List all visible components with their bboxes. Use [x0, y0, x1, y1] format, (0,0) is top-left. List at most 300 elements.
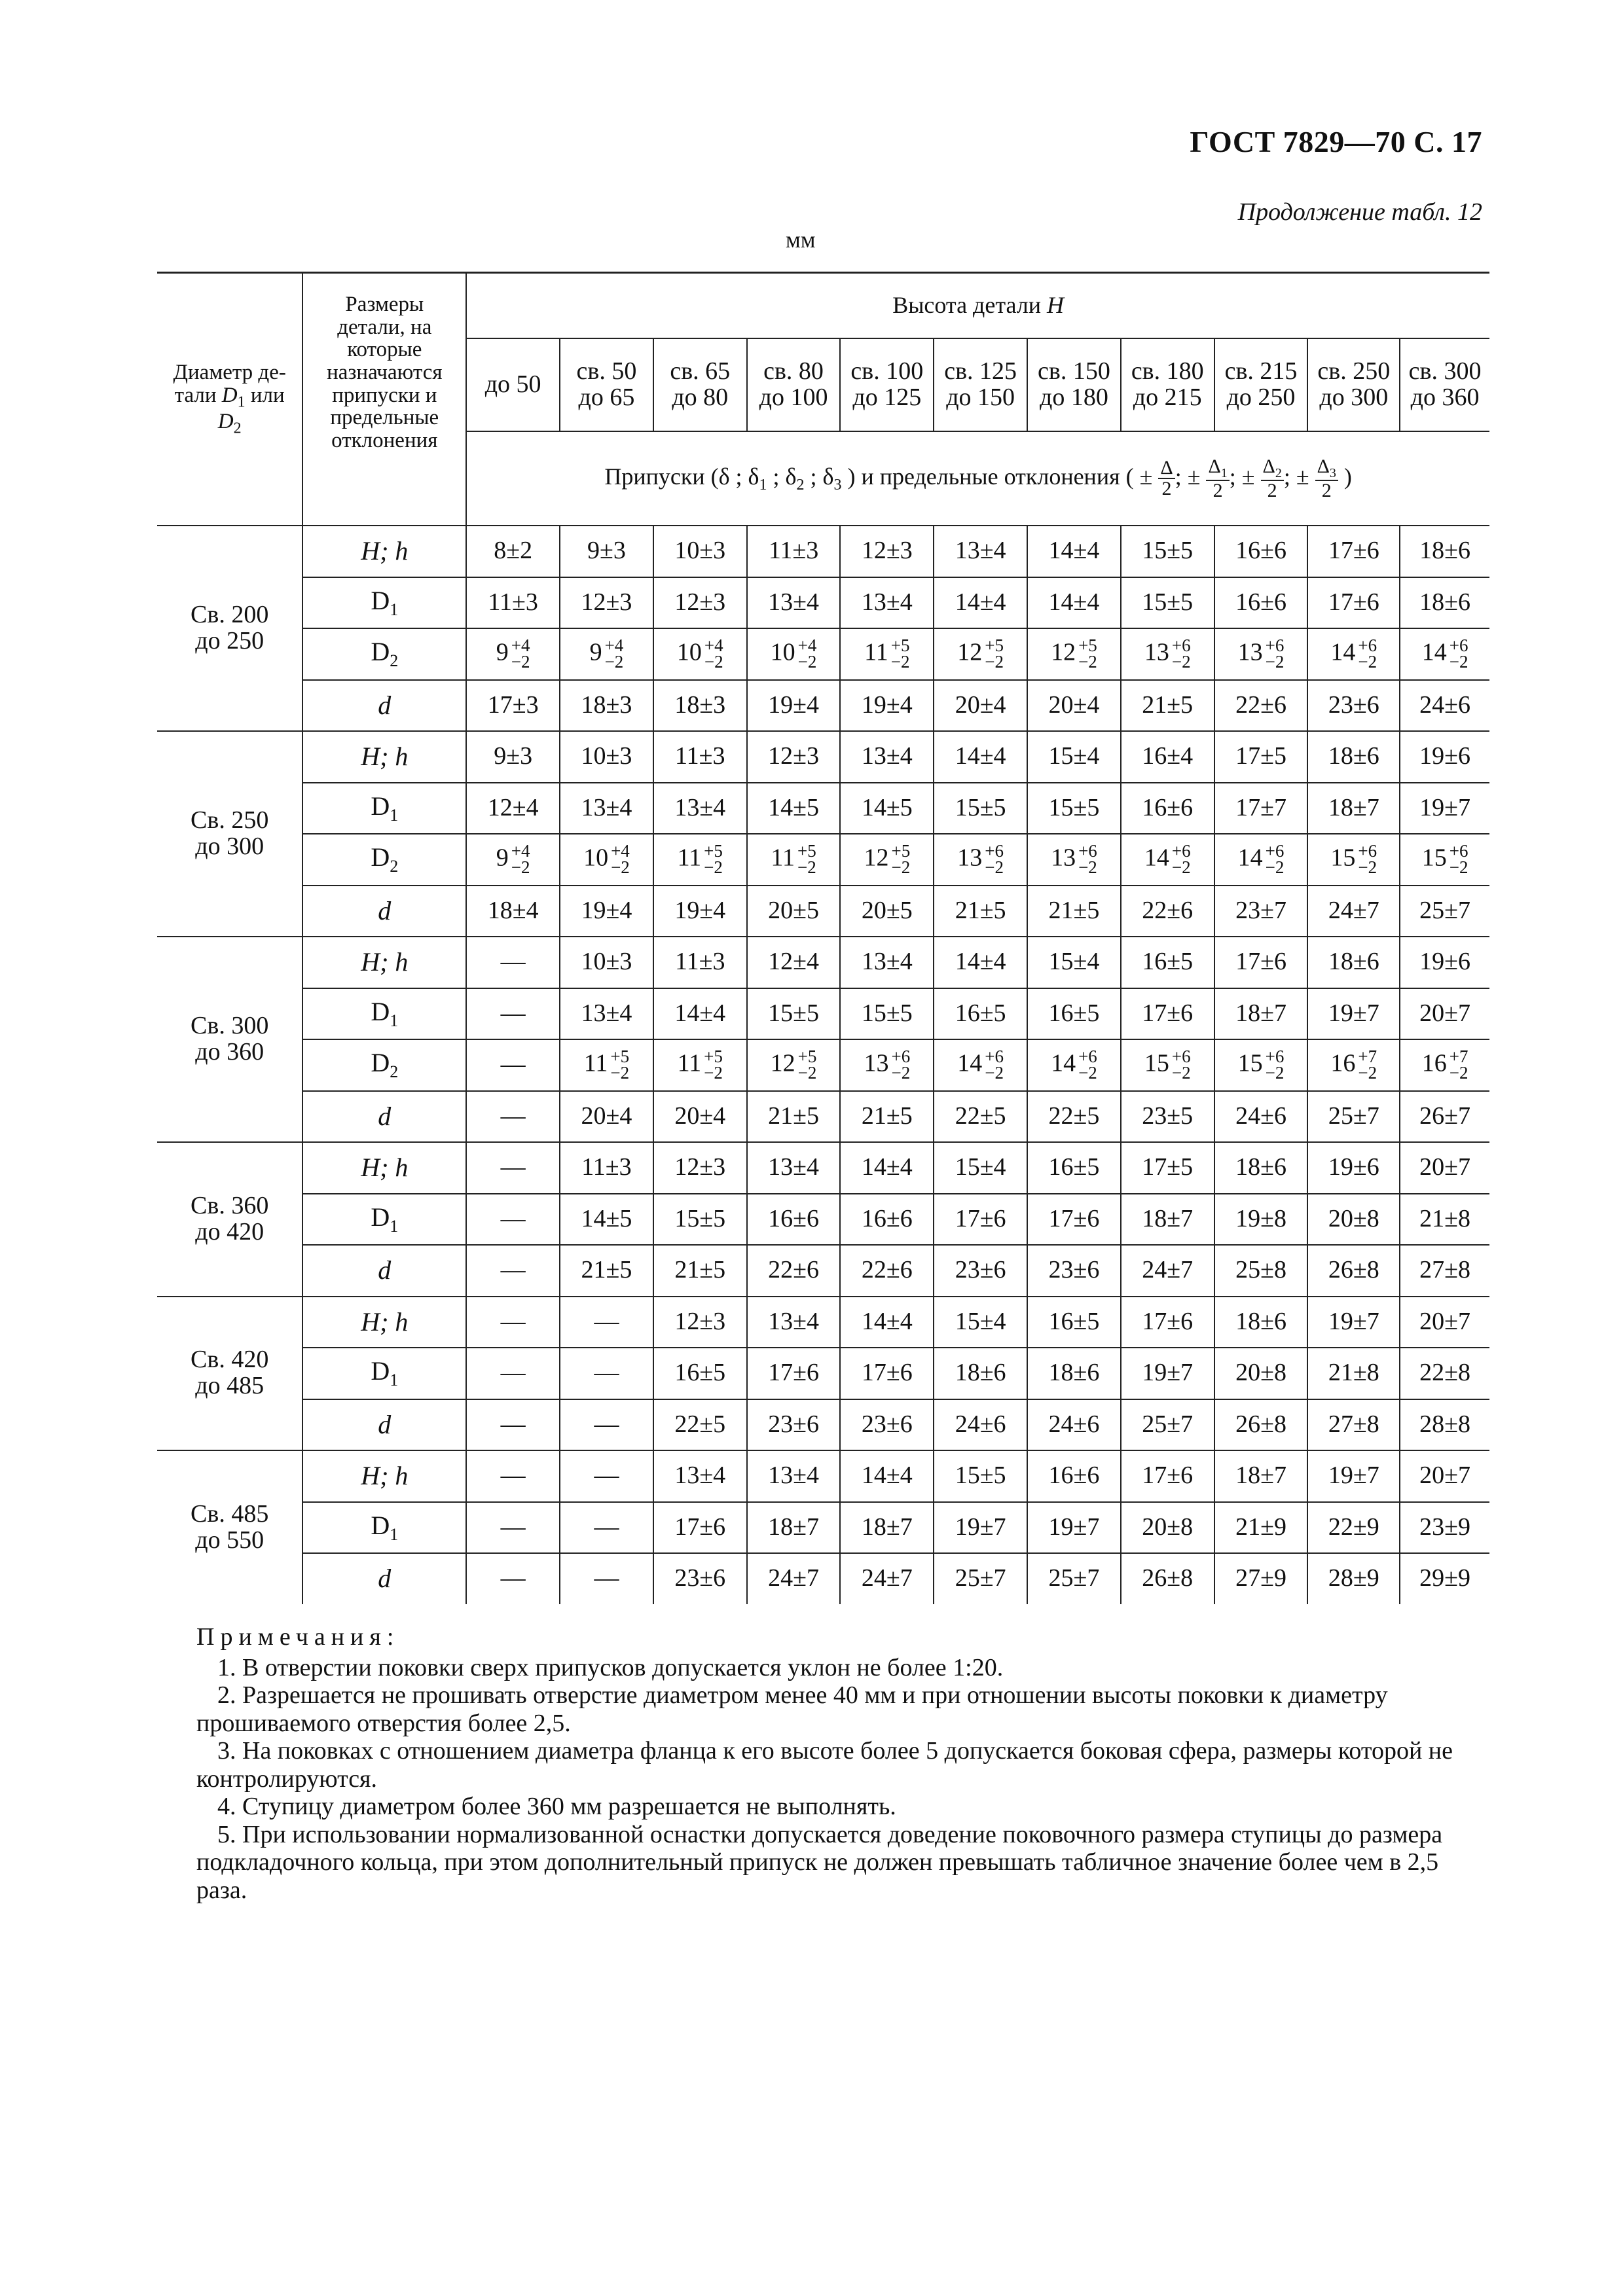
allowance-value: 18±6 — [934, 1348, 1027, 1399]
allowance-value: 10±3 — [560, 937, 653, 988]
allowance-value: 21±8 — [1307, 1348, 1400, 1399]
allowance-value: — — [466, 988, 560, 1040]
table-row — [157, 628, 1489, 680]
subscript-index: 1 — [390, 1371, 399, 1390]
diameter-range — [157, 731, 302, 937]
height-range-header — [560, 338, 653, 431]
allowance-value — [1307, 834, 1400, 886]
allowance-value: 13±4 — [560, 783, 653, 834]
allowance-value: 24±7 — [840, 1553, 934, 1604]
diameter-range — [157, 526, 302, 731]
allowance-value: 27±9 — [1214, 1553, 1308, 1604]
table-row — [157, 1450, 1489, 1502]
allowance-value — [1214, 628, 1308, 680]
allowances-table — [157, 272, 1489, 1604]
height-range-from: св. 50 — [576, 357, 637, 386]
allowance-value — [840, 628, 934, 680]
nominal-value: 10 — [770, 637, 795, 666]
allowance-value — [1400, 1039, 1489, 1091]
dimension-label: H; h — [302, 1450, 466, 1502]
lower-deviation: −2 — [1265, 857, 1285, 878]
height-range-to: до 65 — [578, 384, 635, 411]
tolerance-deviations — [511, 840, 530, 878]
tolerance-deviations — [1172, 637, 1191, 671]
height-range-header — [1307, 338, 1400, 431]
allowance-value: 24±6 — [1400, 680, 1489, 732]
allowance-value: 25±8 — [1214, 1245, 1308, 1297]
nominal-value: 13 — [957, 843, 983, 871]
allowance-value: 25±7 — [1400, 886, 1489, 937]
allowance-value: 22±5 — [1027, 1091, 1121, 1143]
height-header: Высота детали H — [466, 273, 1489, 339]
allowance-value: — — [466, 937, 560, 988]
allowance-value: 16±6 — [840, 1194, 934, 1246]
allowance-value: — — [466, 1502, 560, 1554]
diameter-range — [157, 1142, 302, 1297]
allowance-value: 21±8 — [1400, 1194, 1489, 1246]
subscript-index: 1 — [390, 1011, 399, 1030]
lower-deviation: −2 — [985, 652, 1004, 672]
dimensions-column-header: Размеры детали, на которые назначаются припуски и предельные отклонения — [302, 273, 466, 526]
allowance-value — [840, 834, 934, 886]
height-range-from: св. 180 — [1131, 357, 1204, 386]
note-item: 2. Разрешается не прошивать отверстие диаметром менее 40 мм и при отношении высоты поковки к диаметру прошиваемого отверстия более 2,5. — [196, 1681, 1388, 1737]
allowance-value: 15±4 — [934, 1142, 1027, 1194]
table-row — [157, 1348, 1489, 1399]
allowance-value: 21±5 — [747, 1091, 841, 1143]
allowance-value: 17±6 — [747, 1348, 841, 1399]
allowance-value: — — [560, 1348, 653, 1399]
note-item: 1. В отверстии поковки сверх припусков допускается уклон не более 1:20. — [217, 1653, 1004, 1681]
allowance-value: 15±5 — [1121, 526, 1214, 577]
allowance-value: 23±6 — [1027, 1245, 1121, 1297]
notes-section — [196, 1623, 1489, 1904]
allowance-value: 21±5 — [1027, 886, 1121, 937]
allowance-value: 11±3 — [653, 731, 747, 783]
table-continuation-label: Продолжение табл. 12 — [1237, 198, 1482, 226]
upper-deviation: +4 — [511, 840, 530, 861]
upper-deviation: +5 — [610, 1046, 630, 1066]
tolerance-deviations — [1171, 1046, 1191, 1083]
allowance-value: 10±3 — [653, 526, 747, 577]
diameter-range — [157, 1297, 302, 1451]
allowance-value — [1027, 834, 1121, 886]
table-row — [157, 1502, 1489, 1554]
height-range-from: св. 215 — [1224, 357, 1298, 386]
table-row — [157, 988, 1489, 1040]
dimension-label: $D_1$ — [302, 783, 466, 834]
allowance-value: 15±5 — [1027, 783, 1121, 834]
upper-deviation: +6 — [1171, 840, 1191, 861]
allowance-value: 13±4 — [934, 526, 1027, 577]
allowance-value: 18±6 — [1400, 526, 1489, 577]
tolerance-deviations — [1450, 637, 1468, 671]
nominal-value: 11 — [583, 1049, 608, 1077]
allowance-value: 16±6 — [747, 1194, 841, 1246]
allowance-value — [840, 1039, 934, 1091]
lower-deviation: −2 — [891, 857, 911, 878]
dimension-label: H; h — [302, 1142, 466, 1194]
subscript-index: 2 — [390, 857, 399, 876]
upper-deviation: +4 — [704, 635, 723, 655]
dimension-label: $D_1$ — [302, 1194, 466, 1246]
nominal-value: 15 — [1421, 843, 1447, 871]
height-range-from: св. 150 — [1038, 357, 1110, 386]
lower-deviation: −2 — [1358, 652, 1377, 672]
allowance-value: 24±6 — [1214, 1091, 1308, 1143]
allowance-value — [934, 1039, 1027, 1091]
tolerance-deviations — [985, 1046, 1004, 1083]
tolerance-deviations — [891, 637, 910, 671]
allowance-value: 19±7 — [1027, 1502, 1121, 1554]
tolerance-deviations — [1358, 1046, 1377, 1083]
diameter-range-line: Св. 485 — [191, 1499, 269, 1528]
tolerance-deviations — [1265, 1046, 1285, 1083]
allowance-value: 15±5 — [934, 1450, 1027, 1502]
diameter-range-line: до 485 — [195, 1372, 264, 1400]
allowance-value: 12±3 — [840, 526, 934, 577]
diameter-range-line: Св. 250 — [191, 806, 269, 834]
allowance-value: 17±6 — [1307, 577, 1400, 629]
upper-deviation: +5 — [891, 840, 911, 861]
dimension-label: d — [302, 1553, 466, 1604]
allowance-value: 23±6 — [840, 1399, 934, 1451]
lower-deviation: −2 — [1078, 1063, 1097, 1083]
allowance-value: 14±4 — [840, 1450, 934, 1502]
allowance-value: 18±7 — [1307, 783, 1400, 834]
allowance-value: 8±2 — [466, 526, 560, 577]
allowance-value: 13±4 — [747, 1297, 841, 1348]
dimension-label: $D_2$ — [302, 834, 466, 886]
height-range-to: до 180 — [1040, 384, 1108, 411]
allowance-value: 24±7 — [747, 1553, 841, 1604]
allowance-value: 23±6 — [747, 1399, 841, 1451]
upper-deviation: +6 — [1449, 840, 1468, 861]
allowance-value: 12±4 — [466, 783, 560, 834]
allowance-value: 19±4 — [747, 680, 841, 732]
lower-deviation: −2 — [610, 1063, 630, 1083]
upper-deviation: +6 — [985, 840, 1004, 861]
allowance-value: 23±5 — [1121, 1091, 1214, 1143]
allowance-value: 20±4 — [560, 1091, 653, 1143]
tolerance-deviations — [1171, 840, 1191, 878]
allowance-value: — — [560, 1297, 653, 1348]
allowance-value: 14±4 — [934, 731, 1027, 783]
allowance-value: 28±8 — [1400, 1399, 1489, 1451]
allowance-value: 26±8 — [1307, 1245, 1400, 1297]
subscript-index: 1 — [390, 805, 399, 825]
lower-deviation: −2 — [1265, 652, 1285, 672]
allowance-value: 24±6 — [1027, 1399, 1121, 1451]
allowance-value — [466, 834, 560, 886]
table-row — [157, 1245, 1489, 1297]
tolerance-deviations — [1449, 1046, 1468, 1083]
table-row — [157, 680, 1489, 732]
tolerance-deviations — [891, 1046, 911, 1083]
height-range-header — [653, 338, 747, 431]
allowance-value: 20±4 — [934, 680, 1027, 732]
tolerance-deviations — [798, 637, 817, 671]
allowance-value: 14±5 — [747, 783, 841, 834]
dimension-label: d — [302, 886, 466, 937]
tolerance-deviations — [985, 637, 1004, 671]
height-range-header — [840, 338, 934, 431]
nominal-value: 13 — [1144, 637, 1169, 666]
upper-deviation: +5 — [985, 635, 1004, 655]
allowance-value: 22±9 — [1307, 1502, 1400, 1554]
allowance-value: 16±5 — [1027, 1297, 1121, 1348]
allowance-value: 22±6 — [747, 1245, 841, 1297]
upper-deviation: +4 — [611, 840, 630, 861]
allowance-value: 22±5 — [653, 1399, 747, 1451]
allowance-value: 23±6 — [934, 1245, 1027, 1297]
allowance-value: 13±4 — [653, 783, 747, 834]
allowance-value: 23±7 — [1214, 886, 1308, 937]
nominal-value: 9 — [496, 637, 509, 666]
dimension-label: $D_2$ — [302, 628, 466, 680]
allowance-value: 23±6 — [653, 1553, 747, 1604]
allowance-value: 15±4 — [1027, 937, 1121, 988]
allowance-value — [560, 628, 653, 680]
lower-deviation: −2 — [704, 1063, 723, 1083]
table-row — [157, 1039, 1489, 1091]
allowance-value: 20±5 — [840, 886, 934, 937]
allowance-value: 17±3 — [466, 680, 560, 732]
upper-deviation: +6 — [1265, 840, 1285, 861]
tolerance-deviations — [1449, 840, 1468, 878]
allowance-value — [1027, 628, 1121, 680]
allowance-value: — — [560, 1553, 653, 1604]
height-range-to: до 100 — [759, 384, 828, 411]
allowance-value: 12±4 — [747, 937, 841, 988]
lower-deviation: −2 — [1358, 1063, 1377, 1083]
allowance-value: 21±5 — [560, 1245, 653, 1297]
allowance-value: 18±7 — [747, 1502, 841, 1554]
lower-deviation: −2 — [797, 1063, 817, 1083]
tolerance-deviations — [797, 1046, 817, 1083]
allowance-value: 18±6 — [1307, 731, 1400, 783]
allowance-value — [560, 834, 653, 886]
diameter-range-line: Св. 300 — [191, 1012, 269, 1040]
allowance-value: 19±6 — [1400, 731, 1489, 783]
nominal-value: 15 — [1237, 1049, 1263, 1077]
nominal-value: 12 — [864, 843, 889, 871]
allowance-value: 18±6 — [1214, 1297, 1308, 1348]
upper-deviation: +6 — [1078, 840, 1097, 861]
nominal-value: 14 — [1421, 637, 1447, 666]
allowance-value — [1121, 628, 1214, 680]
allowance-value: 21±9 — [1214, 1502, 1308, 1554]
allowance-value: 22±6 — [840, 1245, 934, 1297]
table-row — [157, 1091, 1489, 1143]
allowance-value: 19±7 — [1400, 783, 1489, 834]
allowance-value: 18±6 — [1027, 1348, 1121, 1399]
allowance-value — [1307, 628, 1400, 680]
allowance-value: 19±6 — [1307, 1142, 1400, 1194]
allowance-value: 15±5 — [840, 988, 934, 1040]
allowance-value: 18±7 — [1214, 1450, 1308, 1502]
lower-deviation: −2 — [985, 857, 1004, 878]
unit-label: мм — [786, 226, 816, 253]
allowance-value: 29±9 — [1400, 1553, 1489, 1604]
allowance-value — [1307, 1039, 1400, 1091]
allowance-value: 14±4 — [934, 937, 1027, 988]
dimension-label: d — [302, 1245, 466, 1297]
dimension-label: d — [302, 1091, 466, 1143]
dimension-label: H; h — [302, 1297, 466, 1348]
allowance-value: 18±4 — [466, 886, 560, 937]
allowance-value: 12±3 — [653, 1142, 747, 1194]
nominal-value: 12 — [1051, 637, 1076, 666]
nominal-value: 10 — [583, 843, 609, 871]
dimension-label: H; h — [302, 937, 466, 988]
lower-deviation: −2 — [1449, 1063, 1468, 1083]
lower-deviation: −2 — [1265, 1063, 1285, 1083]
allowance-value: 16±6 — [1214, 526, 1308, 577]
allowance-value: 17±7 — [1214, 783, 1308, 834]
lower-deviation: −2 — [704, 652, 723, 672]
tolerance-deviations — [797, 840, 816, 878]
tolerance-deviations — [605, 637, 624, 671]
allowance-value — [1214, 834, 1308, 886]
height-range-from: до 50 — [484, 370, 541, 399]
allowance-value: — — [466, 1245, 560, 1297]
allowance-value: 15±5 — [934, 783, 1027, 834]
allowance-value: 16±5 — [934, 988, 1027, 1040]
allowance-value: 22±6 — [1121, 886, 1214, 937]
allowance-value — [466, 628, 560, 680]
upper-deviation: +6 — [1449, 635, 1468, 655]
dimension-label: $D_1$ — [302, 577, 466, 629]
nominal-value: 11 — [677, 843, 702, 871]
allowances-header: Припуски (δ ; $\delta_1$ ; $\delta_2$ ; $\delta_3$ ) и предельные отклонения ( ± $\frac{\Delta}{2}$ ; ± $\frac{\Delta_1}{2}$ ; ± $\frac{\Delta_2}{2}$ ; ± $\frac{\Delta_3}{2}$ ) — [466, 431, 1489, 526]
lower-deviation: −2 — [1449, 857, 1468, 878]
height-range-header — [747, 338, 841, 431]
diameter-range-line: Св. 200 — [191, 601, 269, 629]
allowance-value: 19±7 — [934, 1502, 1027, 1554]
height-range-to: до 125 — [852, 384, 922, 411]
lower-deviation: −2 — [1358, 857, 1377, 878]
allowance-value: 20±8 — [1307, 1194, 1400, 1246]
allowance-value: 20±7 — [1400, 1450, 1489, 1502]
upper-deviation: +5 — [890, 635, 910, 655]
upper-deviation: +5 — [797, 840, 816, 861]
allowance-value: 21±5 — [653, 1245, 747, 1297]
allowance-value: 16±5 — [1121, 937, 1214, 988]
allowance-value: 9±3 — [466, 731, 560, 783]
allowance-value: 12±3 — [747, 731, 841, 783]
allowance-value: 14±5 — [840, 783, 934, 834]
height-range-to: до 250 — [1226, 384, 1296, 411]
diameter-range-line: до 550 — [195, 1526, 264, 1554]
allowance-value — [1400, 834, 1489, 886]
allowance-value — [1121, 834, 1214, 886]
allowance-value: 17±6 — [1121, 1297, 1214, 1348]
allowance-value: 22±8 — [1400, 1348, 1489, 1399]
allowance-value: 17±6 — [653, 1502, 747, 1554]
height-range-to: до 215 — [1133, 384, 1202, 411]
allowance-value: 16±6 — [1214, 577, 1308, 629]
nominal-value: 14 — [1330, 637, 1356, 666]
allowance-value: 15±4 — [934, 1297, 1027, 1348]
allowance-value: 24±6 — [934, 1399, 1027, 1451]
tolerance-deviations — [985, 840, 1004, 878]
height-range-from: св. 125 — [944, 357, 1017, 386]
allowance-value: 20±8 — [1214, 1348, 1308, 1399]
upper-deviation: +5 — [797, 1046, 817, 1066]
lower-deviation: −2 — [1171, 857, 1191, 878]
lower-deviation: −2 — [1078, 857, 1097, 878]
allowance-value: 18±3 — [560, 680, 653, 732]
allowance-value: — — [560, 1502, 653, 1554]
upper-deviation: +6 — [985, 1046, 1004, 1066]
lower-deviation: −2 — [891, 1063, 911, 1083]
allowance-value: 11±3 — [747, 526, 841, 577]
allowance-value: 14±4 — [1027, 577, 1121, 629]
note-item: 3. На поковках с отношением диаметра фланца к его высоте более 5 допускается боковая сфера, размеры которой не контролируются. — [196, 1737, 1453, 1793]
height-range-to: до 300 — [1319, 384, 1389, 411]
allowance-value: 15±4 — [1027, 731, 1121, 783]
allowance-value: 15±5 — [1121, 577, 1214, 629]
height-range-from: св. 100 — [850, 357, 924, 386]
note-item: 5. При использовании нормализованной оснастки допускается доведение поковочного размера ступицы до размера подкладочного кольца, при этом дополнительный припуск не должен превышать табличное значение более чем в 2,5 раза. — [196, 1820, 1443, 1904]
allowance-value: 13±4 — [560, 988, 653, 1040]
diameter-range-line: Св. 360 — [191, 1191, 269, 1219]
allowance-value: 14±5 — [560, 1194, 653, 1246]
table-row — [157, 1399, 1489, 1451]
nominal-value: 14 — [957, 1049, 983, 1077]
allowance-value: 13±4 — [747, 1450, 841, 1502]
height-range-header — [466, 338, 560, 431]
tolerance-deviations — [1078, 1046, 1097, 1083]
allowance-value: 23±6 — [1307, 680, 1400, 732]
allowance-value: — — [466, 1553, 560, 1604]
nominal-value: 9 — [496, 843, 509, 871]
allowance-value: 16±4 — [1121, 731, 1214, 783]
dimension-label: $D_2$ — [302, 1039, 466, 1091]
allowance-value: 14±4 — [1027, 526, 1121, 577]
diameter-range-line: до 300 — [195, 833, 264, 860]
allowance-value: 18±7 — [1214, 988, 1308, 1040]
height-range-header — [1400, 338, 1489, 431]
allowance-value: 17±6 — [1214, 937, 1308, 988]
allowance-value — [653, 628, 747, 680]
allowance-value: 14±4 — [840, 1142, 934, 1194]
diameter-range-line: до 360 — [195, 1038, 264, 1066]
allowance-value: 20±7 — [1400, 1297, 1489, 1348]
tolerance-deviations — [1078, 840, 1097, 878]
allowance-value: — — [466, 1297, 560, 1348]
notes-title: Примечания: — [196, 1623, 400, 1651]
table-row — [157, 1142, 1489, 1194]
allowance-value: 22±5 — [934, 1091, 1027, 1143]
allowance-value: 17±6 — [1121, 988, 1214, 1040]
allowance-value: 18±7 — [1121, 1194, 1214, 1246]
upper-deviation: +6 — [1358, 635, 1377, 655]
lower-deviation: −2 — [511, 857, 530, 878]
upper-deviation: +6 — [891, 1046, 911, 1066]
nominal-value: 11 — [864, 637, 888, 666]
allowance-value: — — [560, 1399, 653, 1451]
height-range-from: св. 80 — [763, 357, 824, 386]
allowance-value: 22±6 — [1214, 680, 1308, 732]
lower-deviation: −2 — [797, 652, 817, 672]
allowance-value — [1214, 1039, 1308, 1091]
tolerance-deviations — [704, 637, 723, 671]
height-range-header — [1121, 338, 1214, 431]
dimension-label: H; h — [302, 731, 466, 783]
nominal-value: 11 — [771, 843, 795, 871]
